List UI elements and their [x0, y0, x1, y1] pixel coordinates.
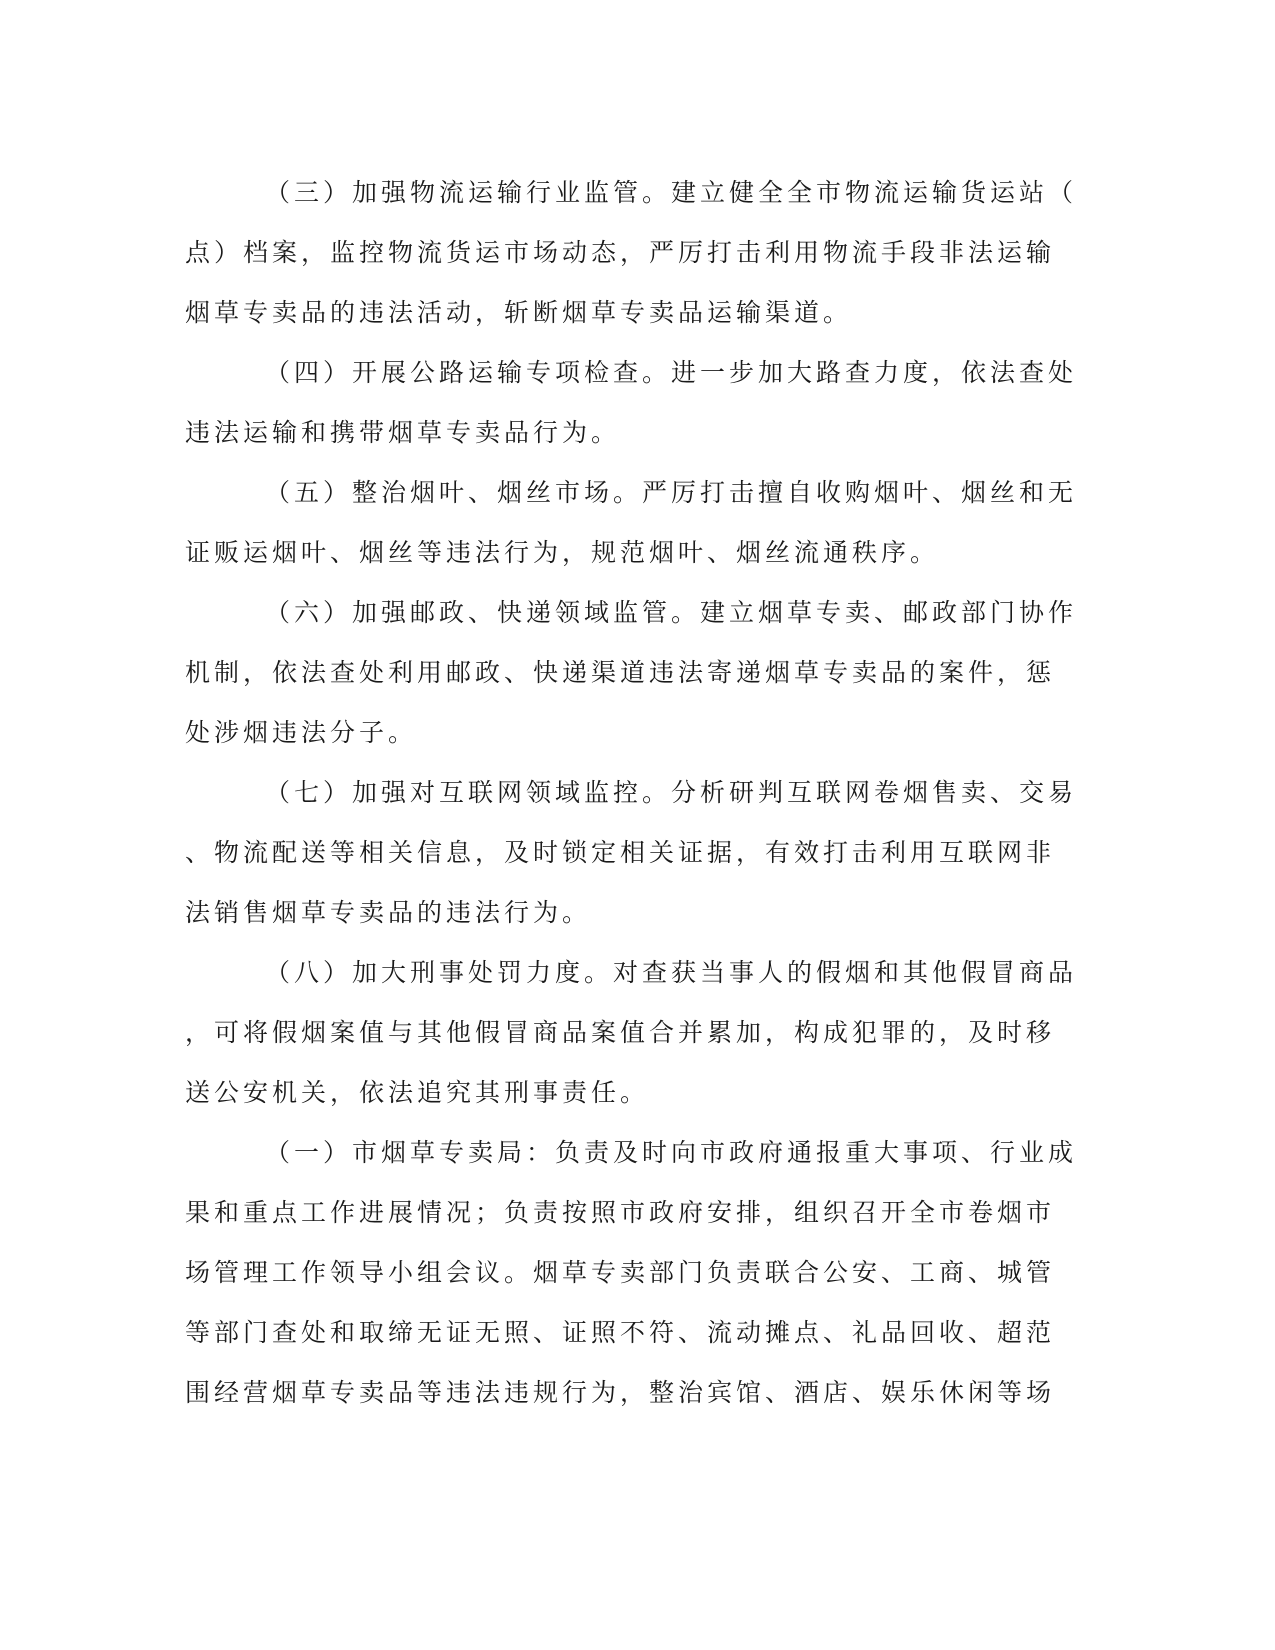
text-line: 烟草专卖品的违法活动，斩断烟草专卖品运输渠道。 — [185, 298, 853, 327]
text-line: 证贩运烟叶、烟丝等违法行为，规范烟叶、烟丝流通秩序。 — [185, 538, 940, 567]
text-line: （六）加强邮政、快递领域监管。建立烟草专卖、邮政部门协作 — [265, 598, 1078, 627]
text-line: （五）整治烟叶、烟丝市场。严厉打击擅自收购烟叶、烟丝和无 — [265, 478, 1078, 507]
text-line: 果和重点工作进展情况；负责按照市政府安排，组织召开全市卷烟市 — [185, 1198, 1056, 1227]
text-line: （三）加强物流运输行业监管。建立健全全市物流运输货运站（ — [265, 178, 1078, 207]
text-line: 处涉烟违法分子。 — [185, 718, 418, 747]
paragraph-criminal-penalty — [185, 943, 1078, 1123]
paragraph-tobacco-monopoly-bureau — [185, 1123, 1078, 1423]
text-line: （八）加大刑事处罚力度。对查获当事人的假烟和其他假冒商品 — [265, 958, 1078, 987]
text-line: （四）开展公路运输专项检查。进一步加大路查力度，依法查处 — [265, 358, 1078, 387]
text-line: 机制，依法查处利用邮政、快递渠道违法寄递烟草专卖品的案件，惩 — [185, 658, 1056, 687]
paragraph-logistics-supervision — [185, 163, 1078, 343]
paragraph-tobacco-leaf-market — [185, 463, 1078, 583]
text-line: ，可将假烟案值与其他假冒商品案值合并累加，构成犯罪的，及时移 — [185, 1018, 1056, 1047]
paragraph-internet-monitoring — [185, 763, 1078, 943]
text-line: 违法运输和携带烟草专卖品行为。 — [185, 418, 621, 447]
paragraph-road-inspection — [185, 343, 1078, 463]
text-line: 围经营烟草专卖品等违法违规行为，整治宾馆、酒店、娱乐休闲等场 — [185, 1378, 1056, 1407]
text-line: 点）档案，监控物流货运市场动态，严厉打击利用物流手段非法运输 — [185, 238, 1056, 267]
text-line: 法销售烟草专卖品的违法行为。 — [185, 898, 592, 927]
text-line: 等部门查处和取缔无证无照、证照不符、流动摊点、礼品回收、超范 — [185, 1318, 1056, 1347]
text-line: （一）市烟草专卖局：负责及时向市政府通报重大事项、行业成 — [265, 1138, 1078, 1167]
text-line: （七）加强对互联网领域监控。分析研判互联网卷烟售卖、交易 — [265, 778, 1078, 807]
document-body — [185, 163, 1078, 1423]
paragraph-postal-express — [185, 583, 1078, 763]
text-line: 场管理工作领导小组会议。烟草专卖部门负责联合公安、工商、城管 — [185, 1258, 1056, 1287]
text-line: 送公安机关，依法追究其刑事责任。 — [185, 1078, 650, 1107]
text-line: 、物流配送等相关信息，及时锁定相关证据，有效打击利用互联网非 — [185, 838, 1056, 867]
